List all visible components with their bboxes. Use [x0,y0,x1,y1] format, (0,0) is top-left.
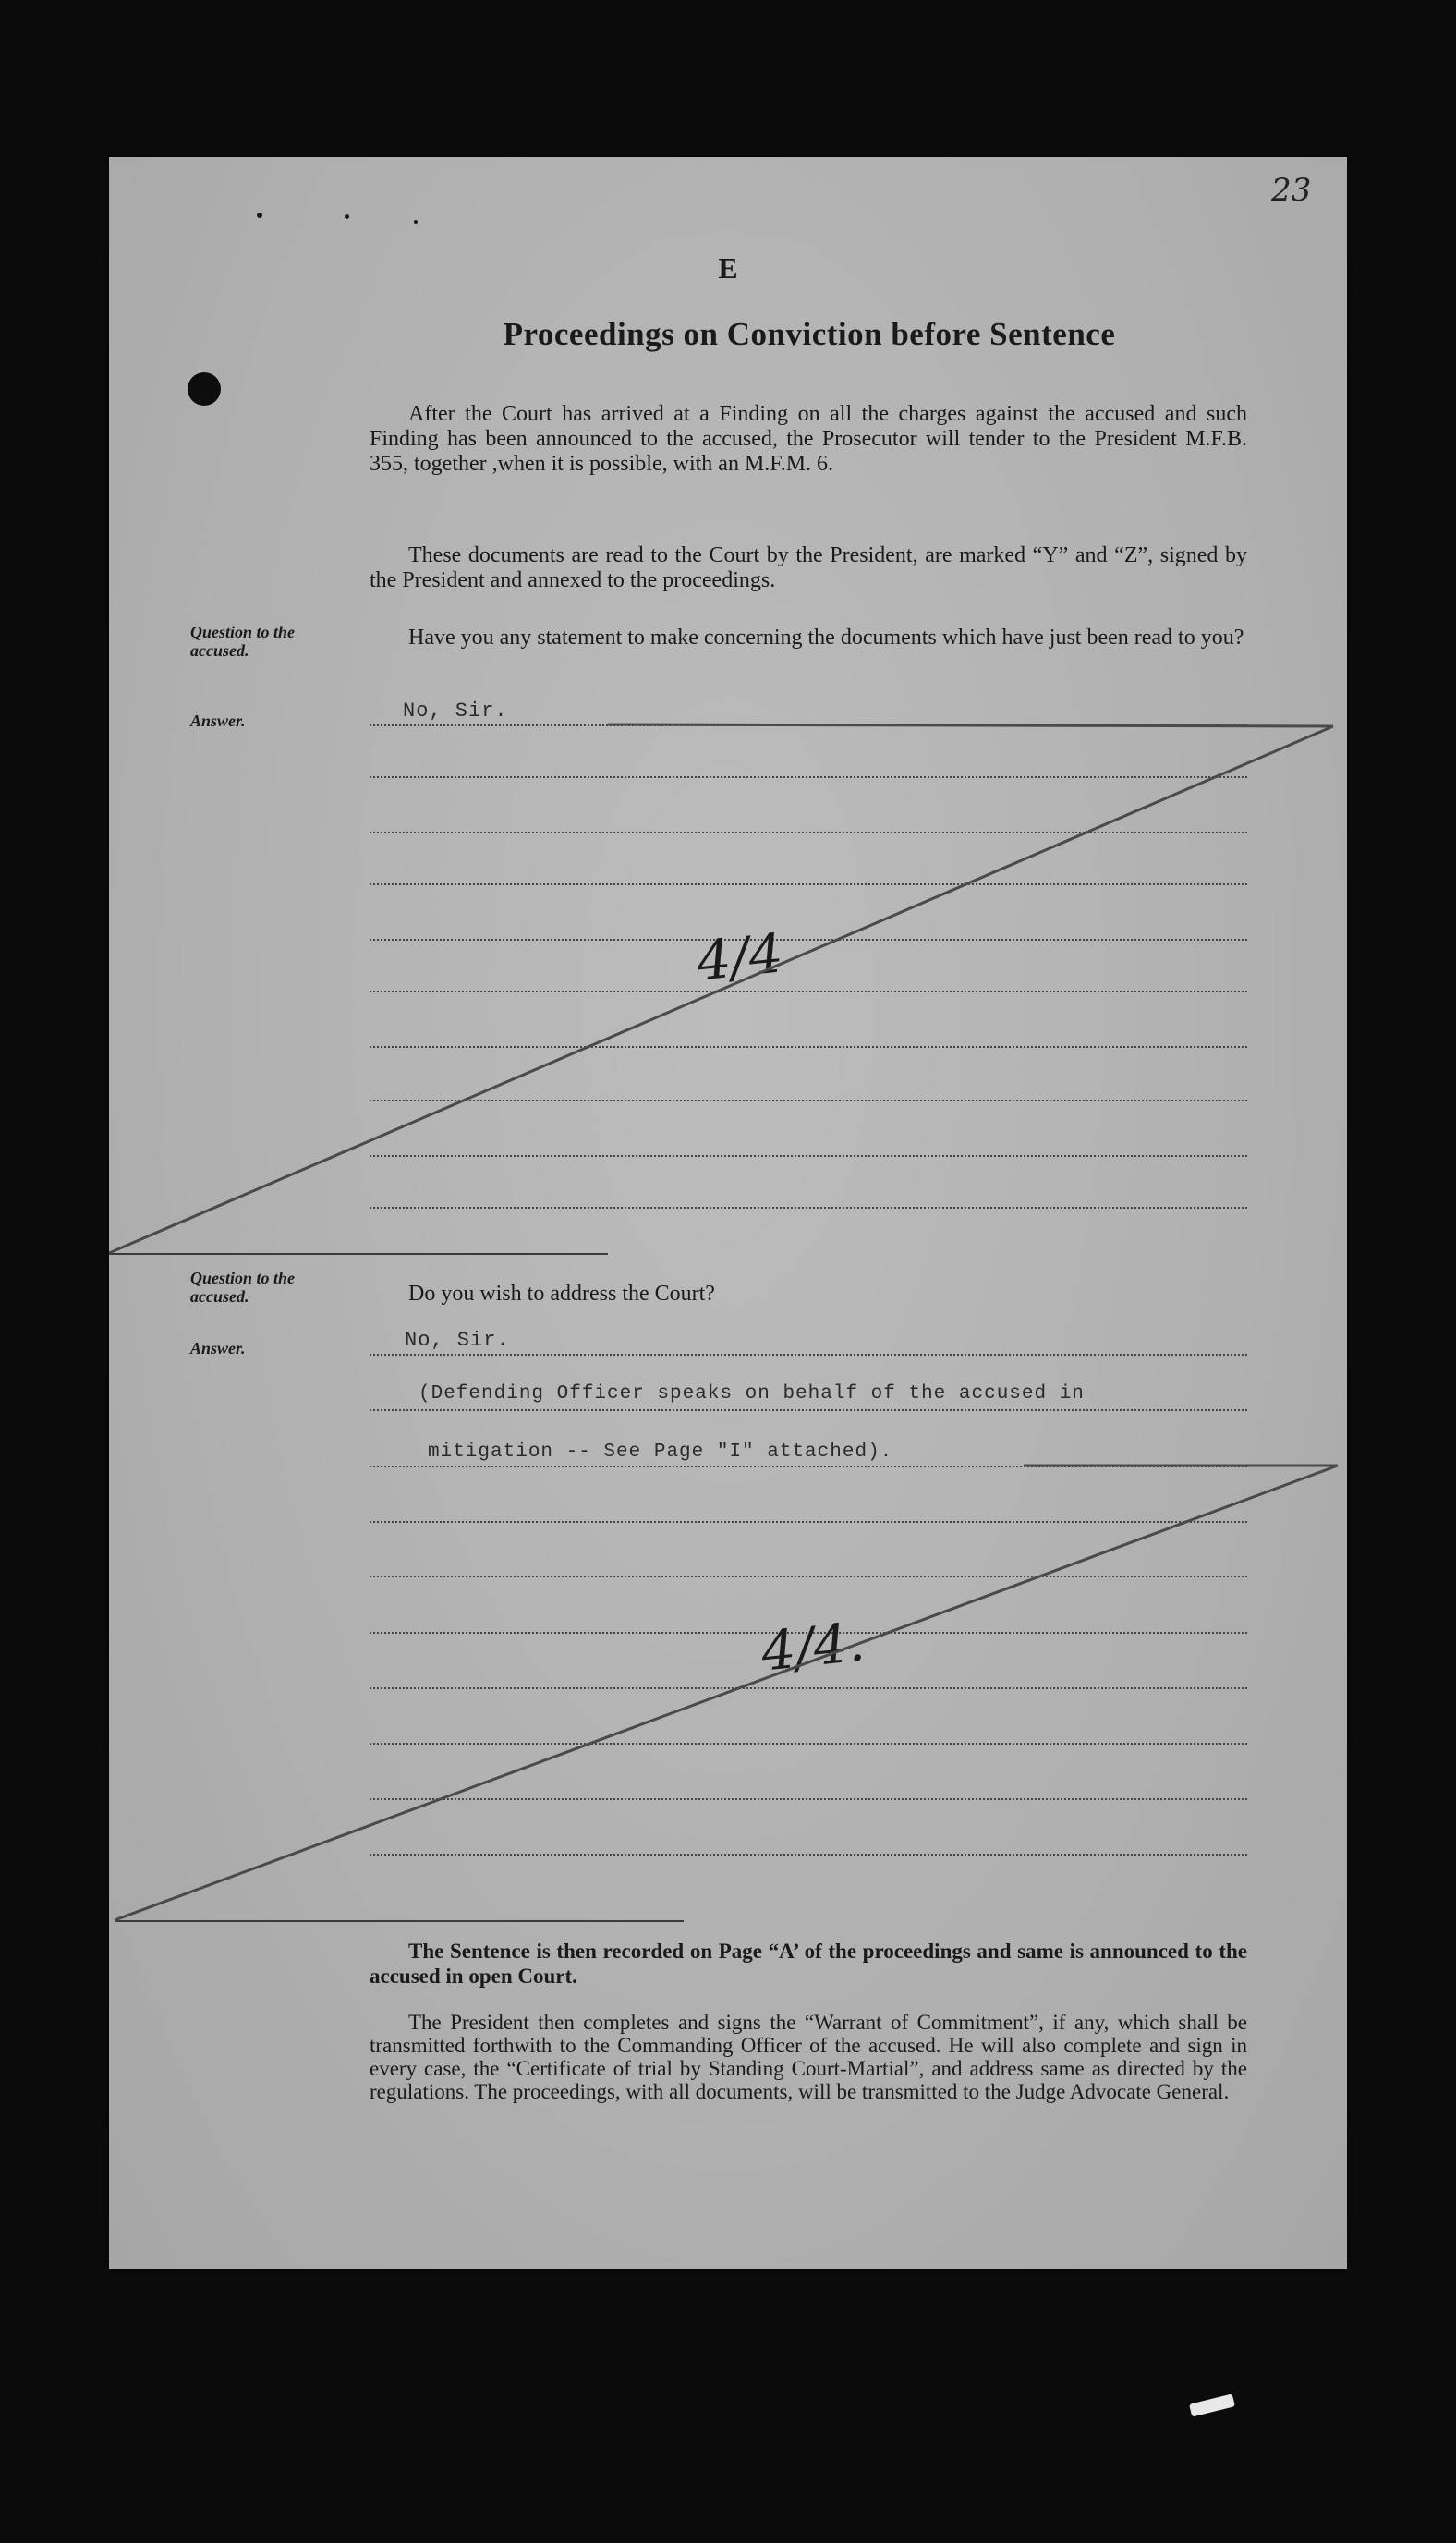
cancellation-line [115,1466,1338,1920]
typed-answer-line: mitigation -- See Page "I" attached). [428,1442,893,1463]
typed-answer-line: No, Sir. [405,1329,510,1352]
question-text: Do you wish to address the Court? [408,1282,715,1306]
typed-answer: No, Sir. [403,700,508,723]
answer-label: Answer. [190,712,246,730]
closing-paragraph: The Sentence is then recorded on Page “A’ of the proceedings and same is announced to the accused in open Court. [370,1940,1247,1988]
answer-label: Answer. [190,1339,246,1357]
cancellation-line [608,724,1333,726]
question-label: Question to the accused. [190,623,296,660]
scan-artifact [1189,2393,1235,2416]
cancellation-strokes [109,157,1347,2269]
page-title: Proceedings on Conviction before Sentence [503,316,1116,352]
closing-paragraph: The President then completes and signs the “Warrant of Commitment”, if any, which shall be transmitted forthwith to the Commanding Officer of the accused. He will also complete and sign in every case, the “Certificate of trial by Standing Court-Martial”, and address same as directed by the regulations. The proceedings, with all documents, will be transmitted to the Judge Advocate General. [370,2011,1247,2103]
intro-paragraph: After the Court has arrived at a Finding on all the charges against the accused and such Finding has been announced to the accused, the Prosecutor will tender to the President M.F.B. 355, together ,when it is possible, with an M.F.M. 6. [370,402,1247,476]
section-letter: E [718,251,738,285]
handwritten-initials: 4/4. [758,1610,868,1684]
cancellation-line [109,726,1333,1253]
page-number: 23 [1271,172,1312,209]
document-page [109,157,1347,2269]
handwritten-initials: 4/4 [693,921,786,993]
question-label: Question to the accused. [190,1269,296,1306]
intro-paragraph: These documents are read to the Court by the President, are marked “Y” and “Z”, signed by the President and annexed to the proceedings. [370,543,1247,592]
typed-answer-line: (Defending Officer speaks on behalf of the accused in [419,1383,1085,1405]
question-text: Have you any statement to make concerning the documents which have just been read to you? [408,626,1244,650]
